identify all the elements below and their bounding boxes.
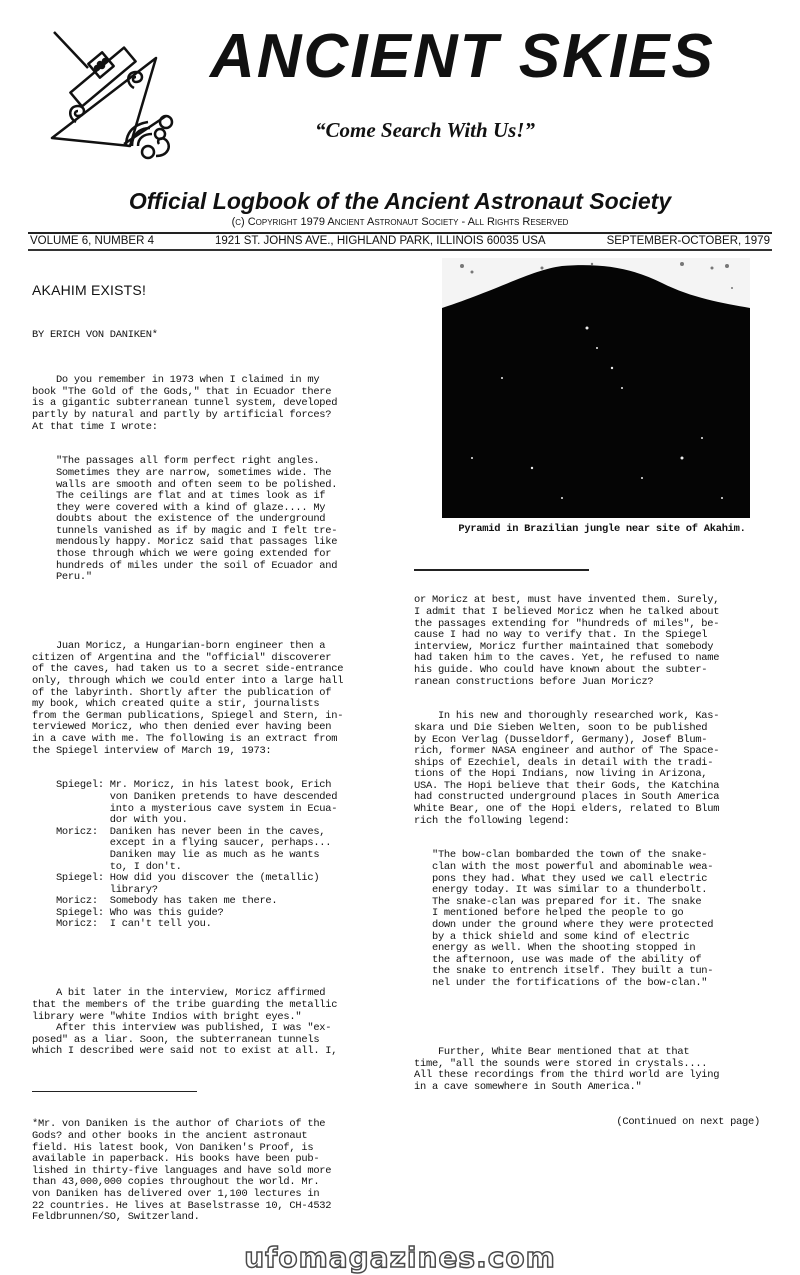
article-headline: AKAHIM EXISTS! <box>32 282 147 299</box>
article-left-column <box>32 258 404 1235</box>
paragraph: Do you remember in 1973 when I claimed in my book "The Gold of the Gods," that in Ecuador there is a gigantic subterranean tunnel system, developed partly by natural and partly by artificial forces? At that time I wrote: <box>32 374 338 433</box>
author-footnote: *Mr. von Daniken is the author of Chariots of the Gods? and other books in the ancient astronaut field. His latest book, Von Daniken's Proof, is available in paperback. His books have been pub- lished in thirty-five languages and have sold more than 43,000,000 copies throughout the world. Mr. von Daniken has delivered over 1,100 lectures in 22 countries. He lives at Baselstrasse 10, CH-4532 Feldbrunnen/SO, Switzerland. <box>32 1118 332 1224</box>
column-divider <box>414 569 589 571</box>
paragraph: Juan Moricz, a Hungarian-born engineer then a citizen of Argentina and the "official" discoverer of the caves, had taken us to a secret side-entrance only, through which we could enter into a large hall of the labyrinth. Shortly after the publication of my book, which created quite a stir, journalists from the German publications, Spiegel and Stern, in- terviewed Moricz, who then denied ever having been in a cave with me. The following is an extract from the Spiegel interview of March 19, 1973: <box>32 640 344 757</box>
society-address: 1921 ST. JOHNS AVE., HIGHLAND PARK, ILLINOIS 60035 USA <box>214 235 546 247</box>
copyright-line: (c) Copyright 1979 Ancient Astronaut Society - All Rights Reserved <box>231 216 569 228</box>
article-right-column <box>414 546 790 1140</box>
issue-info-bar-frame <box>28 232 772 251</box>
paragraph: Further, White Bear mentioned that at that time, "all the sounds were stored in crystals.... All these recordings from the third world are lying in a cave somewhere in South America." <box>414 1045 720 1093</box>
photo-caption: Pyramid in Brazilian jungle near site of Akahim. <box>458 523 746 535</box>
issue-info-bar <box>28 234 772 249</box>
block-quote: "The passages all form perfect right angles. Sometimes they are narrow, sometimes wide. The walls are smooth and often seem to be polished. The ceilings are flat and at times look as if they were covered with a kind of glaze.... My doubts about the existence of the underground tunnels vanished as if by magic and I felt tre- mendously happy. Moricz said that passages like those through which we were going extended for hundreds of miles under the soil of Ecuador and Peru." <box>55 455 338 584</box>
paragraph: A bit later in the interview, Moricz affirmed that the members of the tribe guarding the metallic library were "white Indios with bright eyes." After this interview was published, I was "ex- posed" as a liar. Soon, the subterranean tunnels which I described were said not to exist at all. I, <box>32 987 338 1058</box>
article-byline: BY ERICH VON DANIKEN* <box>32 329 158 342</box>
paragraph: In his new and thoroughly researched work, Kas- skara und Die Sieben Welten, soon to be published by Econ Verlag (Dusseldorf, Germany), Josef Blum- rich, former NASA engineer and author of The Space- ships of Ezechiel, deals in detail with the tradi- tions of the Hopi Indians, now living in Arizona, USA. The Hopi believe that their Gods, the Katchina had constructed underground places in South America White Bear, one of the Hopi elders, related to Blum rich the following legend: <box>414 710 720 827</box>
interview-transcript: Spiegel: Mr. Moricz, in his latest book, Erich von Daniken pretends to have descended into a mysterious cave system in Ecua- dor with you. Moricz: Daniken has never been in the caves, except in a flying saucer, perhaps... Daniken may lie as much as he wants to, I don't. Spiegel: How did you discover the (metallic) library? Moricz: Somebody has taken me there. Spiegel: Who was this guide? Moricz: I can't tell you. <box>55 779 338 931</box>
slogan: “Come Search With Us!” <box>315 118 535 142</box>
pyramid-photo-image <box>442 258 750 518</box>
masthead-title: ANCIENT SKIES <box>210 22 715 91</box>
paragraph: or Moricz at best, must have invented them. Surely, I admit that I believed Moricz when he talked about the passages extending for "hundreds of miles", be- cause I had no way to verify that. In the Spiegel interview, Moricz further maintained that somebody had taken him to the caves. Yet, he refused to name his guide. Who could have known about the subter- ranean constructions before Juan Moricz? <box>414 594 720 688</box>
ancient-astronaut-logo-icon <box>48 28 188 160</box>
pyramid-photo <box>442 258 750 518</box>
watermark: ufomagazines.com <box>244 1241 556 1274</box>
watermark-band <box>0 1241 800 1275</box>
subtitle: Official Logbook of the Ancient Astronaut Society <box>128 188 672 214</box>
volume-number: VOLUME 6, NUMBER 4 <box>30 235 154 247</box>
block-quote: "The bow-clan bombarded the town of the snake- clan with the most powerful and abominable wea- pons they had. What they used we call electric energy today. It was similar to a thunderbolt. The snake-clan was prepared for it. The snake I mentioned before helped the people to go down under the ground where they were protected by a thick shield and some kind of electric energy as well. When the shooting stopped in the afternoon, use was made of the ability of the snake to entrench itself. They built a tun- nel under the fortifications of the bow-clan." <box>431 849 714 989</box>
continued-notice: (Continued on next page) <box>616 1115 760 1128</box>
issue-date: SEPTEMBER-OCTOBER, 1979 <box>606 235 770 247</box>
footnote-divider <box>32 1091 197 1096</box>
